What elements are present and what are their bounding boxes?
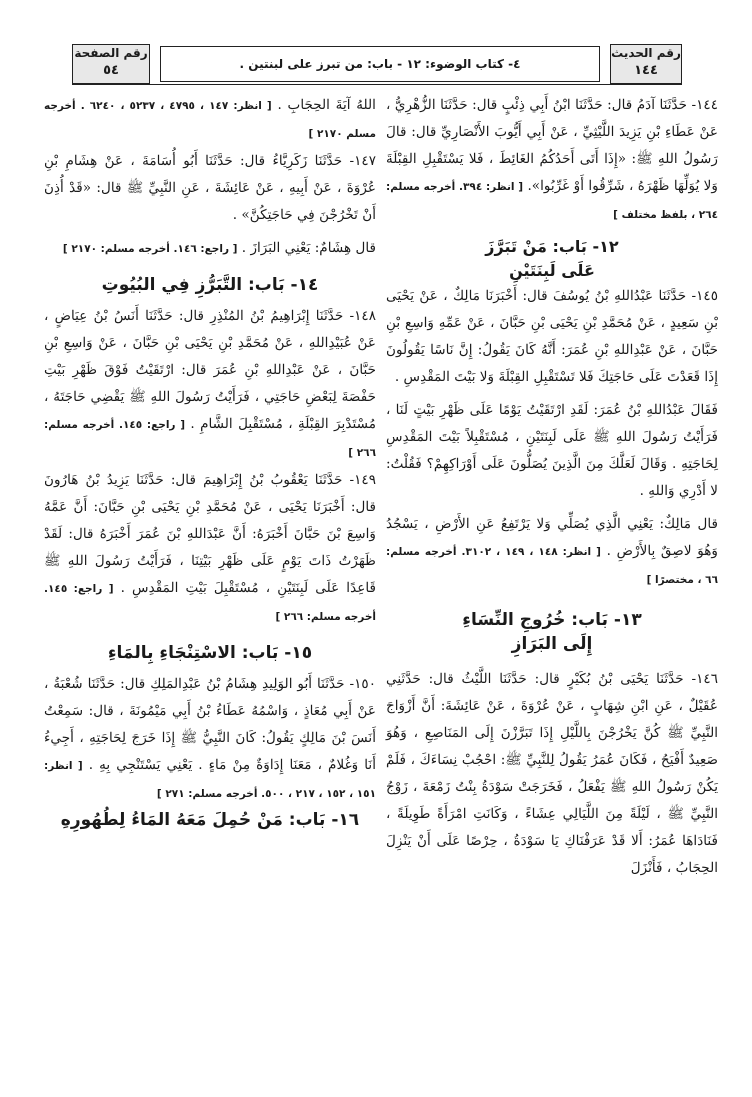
hadith-144: [386, 92, 718, 229]
hadith-150-ref: [ انظر: ١٥١ ، ١٥٢ ، ٢١٧ ، ٥٠٠. أخرجه مسلم: ٢٧١ ]: [44, 760, 376, 800]
hadith-145-ref: [ انظر: ١٤٨ ، ١٤٩ ، ٣١٠٢. أخرجه مسلم: ٦٦ ، مختصرًا ]: [386, 546, 718, 586]
hadith-148-text: ١٤٨- حَدَّثَنَا إِبْرَاهِيمُ بْنُ المُنْذِرِ قال: حَدَّثَنَا أَنَسُ بْنُ عِيَاضٍ ، عَنْ عُبَيْدِاللهِ ، عَنْ مُحَمَّدِ بْنِ يَحْيَى بْنِ حَبَّانَ ، عَنْ وَاسِعِ بْنِ حَبَّانَ ، عَنْ عَبْدِاللهِ بْنِ عُمَرَ قال: ارْتَقَيْتُ فَوْقَ ظَهْرِ بَيْتِ حَفْصَةَ لِبَعْضِ حَاجَتِي ، فَرَأَيْتُ رَسُولَ اللهِ ﷺ يَقْضِي حَاجَتَهُ ، مُسْتَدْبِرَ القِبْلَةِ ، مُسْتَقْبِلَ الشَّامِ .: [44, 308, 376, 432]
bab-13-title: ١٣- بَاب: خُرُوجِ النِّسَاءِ: [462, 610, 642, 630]
hadith-number: ١٤٤: [634, 63, 658, 78]
hadith-146: ١٤٦- حَدَّثَنَا يَحْيَى بْنُ بُكَيْرٍ قال: حَدَّثَنَا اللَّيْثُ قال: حَدَّثَنِي عُقَيْلٌ ، عَنِ ابْنِ شِهَابٍ ، عَنْ عُرْوَةَ ، عَنْ عَائِشَةَ: أَنَّ أَزْوَاجَ النَّبِيِّ ﷺ كُنَّ يَخْرُجْنَ بِاللَّيْلِ إِذَا تَبَرَّزْنَ إِلَى المَنَاصِعِ ، وَهُوَ صَعِيدٌ أَفْيَحُ ، فَكَانَ عُمَرُ يَقُولُ لِلنَّبِيِّ ﷺ: احْجُبْ نِسَاءَكَ ، فَلَمْ يَكُنْ رَسُولُ اللهِ ﷺ يَفْعَلُ ، فَخَرَجَتْ سَوْدَةُ بِنْتُ زَمْعَةَ ، زَوْجُ النَّبِيِّ ﷺ ، لَيْلَةً مِنَ اللَّيَالِي عِشَاءً ، وَكَانَتِ امْرَأَةً طَوِيلَةً ، فَنَادَاهَا عُمَرُ: أَلا قَدْ عَرَفْنَاكِ يَا سَوْدَةُ ، حِرْصًا عَلَى أَنْ يَنْزِلَ الحِجَابُ ، فَأَنْزَلَ: [386, 671, 718, 876]
hadith-148-ref: [ راجع: ١٤٥. أخرجه مسلم: ٢٦٦ ]: [44, 419, 376, 459]
right-column: [386, 92, 718, 882]
hadith-145-part-2: فَقَالَ عَبْدُاللهِ بْنُ عُمَرَ: لَقَدِ ارْتَقَيْتُ يَوْمًا عَلَى ظَهْرِ بَيْتٍ لَنَا ، فَرَأَيْتُ رَسُولَ اللهِ ﷺ عَلَى لَبِنَتَيْنِ ، مُسْتَقْبِلاً بَيْتَ المَقْدِسِ لِحَاجَتِهِ . وَقَالَ لَعَلَّكَ مِنَ الَّذِينَ يُصَلُّونَ عَلَى أَوْرَاكِهِمْ؟ فَقُلْتُ: لا أَدْرِي وَاللهِ .: [386, 402, 718, 499]
page-number-box: [72, 44, 150, 84]
bab-15-title: ١٥- بَاب: الاسْتِنْجَاءِ بِالمَاءِ: [107, 643, 313, 663]
hadith-145: ١٤٥- حَدَّثَنَا عَبْدُاللهِ بْنُ يُوسُفَ قال: أَخْبَرَنَا مَالِكٌ ، عَنْ يَحْيَى بْنِ سَعِيدٍ ، عَنْ مُحَمَّدِ بْنِ يَحْيَى بْنِ حَبَّانَ ، عَنْ عَمِّهِ وَاسِعِ بْنِ حَبَّانَ ، عَنْ عَبْدِاللهِ بْنِ عُمَرَ: أَنَّهُ كَانَ يَقُولُ: إِنَّ نَاسًا يَقُولُونَ إِذَا قَعَدْتَ عَلَى حَاجَتِكَ فَلا تَسْتَقْبِلِ القِبْلَةَ وَلا بَيْتَ المَقْدِسِ .: [386, 288, 718, 385]
continued-text: اللهُ آيَةَ الحِجَابِ .: [277, 97, 376, 113]
hadith-144-ref: [ انظر: ٣٩٤. أخرجه مسلم: ٢٦٤ ، بلفظ مختلف ]: [386, 181, 718, 221]
hadith-147: ١٤٧- حَدَّثَنَا زَكَرِيَّاءُ قال: حَدَّثَنَا أَبُو أُسَامَةَ ، عَنْ هِشَامِ بْنِ عُرْوَةَ ، عَنْ أَبِيهِ ، عَنْ عَائِشَةَ ، عَنِ النَّبِيِّ ﷺ قال: «قَدْ أُذِنَ أَنْ تَخْرُجْنَ فِي حَاجَتِكُنَّ» .: [44, 153, 376, 223]
hadith-147-part-2: [44, 235, 376, 263]
hadith-147-hisham: قال هِشَامٌ: يَعْنِي البَرَازَ .: [241, 240, 376, 256]
hadith-number-label: رقم الحديث: [611, 46, 681, 60]
hadith-145-malik: قال مَالِكٌ: يَعْنِي الَّذِي يُصَلِّي وَلا يَرْتَفِعُ عَنِ الأَرْضِ ، يَسْجُدُ وَهُوَ لاصِقٌ بِالأَرْضِ .: [386, 516, 718, 559]
header-rule: [72, 84, 682, 85]
hadith-144-text: ١٤٤- حَدَّثَنَا آدَمُ قال: حَدَّثَنَا ابْنُ أَبِي ذِئْبٍ قال: حَدَّثَنَا الزُّهْرِيُّ ، عَنْ عَطَاءِ بْنِ يَزِيدَ اللَّيْثِيِّ ، عَنْ أَبِي أَيُّوبَ الأَنْصَارِيِّ قال: قالَ رَسُولُ اللهِ ﷺ: «إِذَا أَتَى أَحَدُكُمُ الغَائِطَ ، فَلا يَسْتَقْبِلِ القِبْلَةَ وَلا يُوَلِّهَا ظَهْرَهُ ، شَرِّقُوا أَوْ غَرِّبُوا».: [386, 97, 718, 194]
hadith-145-part-3: [386, 511, 718, 594]
continued-ref: [ انظر: ١٤٧ ، ٤٧٩٥ ، ٥٢٣٧ ، ٦٢٤٠ . أخرجه مسلم ٢١٧٠ ]: [44, 100, 376, 140]
hadith-146-continued: [44, 92, 376, 148]
hadith-148: [44, 303, 376, 467]
hadith-149: [44, 467, 376, 631]
book-chapter-title: ٤- كتاب الوضوء: ١٢ - باب: من تبرز على لبنتين .: [160, 46, 600, 82]
bab-12-title: ١٢- بَاب: مَنْ تَبَرَّزَ: [485, 237, 619, 256]
bab-14-title: ١٤- بَاب: التَّبَرُّزِ فِي البُيُوتِ: [101, 275, 319, 295]
bab-12-subtitle: عَلَى لَبِنَتَيْنِ: [509, 261, 595, 280]
hadith-150-text: ١٥٠- حَدَّثَنَا أَبُو الوَلِيدِ هِشَامُ بْنُ عَبْدِالمَلِكِ قال: حَدَّثَنَا شُعْبَةُ ، عَنْ أَبِي مُعَاذٍ ، وَاسْمُهُ عَطَاءُ بْنُ أَبِي مَيْمُونَةَ ، قال: سَمِعْتُ أَنَسَ بْنَ مَالِكٍ يَقُولُ: كَانَ النَّبِيُّ ﷺ إِذَا خَرَجَ لِحَاجَتِهِ ، أَجِيءُ أَنَا وَغُلامٌ ، مَعَنَا إِدَاوَةٌ مِنْ مَاءٍ . يَعْنِي يَسْتَنْجِي بِهِ .: [44, 676, 376, 773]
bab-16-title: ١٦- بَاب: مَنْ حُمِلَ مَعَهُ المَاءُ لِطُهُورِهِ: [60, 810, 360, 830]
hadith-149-ref: [ راجع: ١٤٥. أخرجه مسلم: ٢٦٦ ]: [44, 583, 376, 623]
hadith-150: [44, 671, 376, 808]
page-number: ٥٤: [103, 63, 119, 78]
page-number-label: رقم الصفحة: [74, 46, 148, 60]
hadith-149-text: ١٤٩- حَدَّثَنَا يَعْقُوبُ بْنُ إِبْرَاهِيمَ قال: حَدَّثَنَا يَزِيدُ بْنُ هَارُونَ قال: أَخْبَرَنَا يَحْيَى ، عَنْ مُحَمَّدِ بْنِ يَحْيَى بْنِ حَبَّانَ: أَنَّ عَمَّهُ وَاسِعَ بْنَ حَبَّانَ أَخْبَرَهُ: أَنَّ عَبْدَاللهِ بْنَ عُمَرَ أَخْبَرَهُ قال: لَقَدْ ظَهَرْتُ ذَاتَ يَوْمٍ عَلَى ظَهْرِ بَيْتِنَا ، فَرَأَيْتُ رَسُولَ اللهِ ﷺ قَاعِدًا عَلَى لَبِنَتَيْنِ ، مُسْتَقْبِلَ بَيْتِ المَقْدِسِ .: [44, 472, 376, 596]
hadith-147-ref: [ راجع: ١٤٦. أخرجه مسلم: ٢١٧٠ ]: [62, 243, 238, 255]
bab-13-subtitle: إِلَى البَرَازِ: [511, 634, 593, 654]
page-header: [72, 44, 682, 86]
hadith-number-box: [610, 44, 682, 84]
left-column: [44, 92, 376, 832]
